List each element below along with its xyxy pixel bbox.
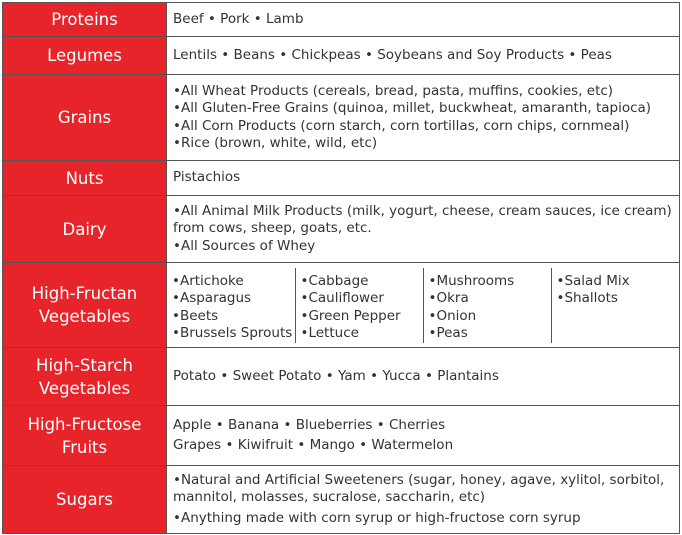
row-high-fructan-vegetables — [3, 263, 680, 348]
items-nuts: Pistachios — [167, 161, 680, 196]
list-item: •Shallots — [556, 290, 618, 306]
row-grains — [3, 75, 680, 161]
list-item: •Peas — [428, 325, 468, 341]
list-item: •All Gluten-Free Grains (quinoa, millet, buckwheat, amaranth, tapioca) — [173, 100, 652, 116]
category-proteins: Proteins — [3, 3, 167, 37]
list-item: •Salad Mix — [556, 272, 630, 289]
category-high-fructan-vegetables — [3, 263, 167, 348]
food-table-container — [2, 2, 680, 534]
list-item: •Asparagus — [172, 290, 252, 306]
category-label-line: High-Fructan — [31, 284, 138, 303]
items-sugars — [167, 466, 680, 534]
list-item: •Okra — [428, 290, 469, 306]
category-grains: Grains — [3, 75, 167, 161]
row-high-starch-vegetables — [3, 348, 680, 406]
category-label-line: Fruits — [61, 437, 108, 457]
row-high-fructose-fruits — [3, 406, 680, 466]
vegetable-columns — [167, 268, 679, 343]
list-item: •All Wheat Products (cereals, bread, pasta, muffins, cookies, etc) — [173, 82, 614, 99]
list-item: •Beets — [172, 307, 219, 324]
row-legumes — [3, 37, 680, 75]
row-sugars — [3, 466, 680, 534]
list-item: •Onion — [428, 307, 477, 324]
list-item: mannitol, molasses, sucralose, saccharin, etc) — [173, 489, 486, 506]
items-legumes: Lentils • Beans • Chickpeas • Soybeans and Soy Products • Peas — [167, 37, 680, 75]
list-item: •Lettuce — [300, 325, 359, 341]
category-label-line: High-Starch — [36, 355, 133, 375]
category-label-line: Vegetables — [38, 307, 131, 326]
list-item: •All Animal Milk Products (milk, yogurt, cheese, cream sauces, ice cream) from cows, sheep, goats, etc. — [173, 202, 672, 237]
list-item: •Green Pepper — [300, 307, 401, 324]
list-item: •Mushrooms — [428, 272, 515, 289]
items-proteins: Beef • Pork • Lamb — [167, 3, 680, 37]
vegetable-column — [551, 268, 679, 343]
list-item: •Rice (brown, white, wild, etc) — [173, 135, 378, 151]
row-proteins — [3, 3, 680, 37]
list-item: •Cabbage — [300, 272, 369, 289]
category-high-fructose-fruits — [3, 406, 167, 466]
category-label-line: Vegetables — [38, 378, 131, 398]
list-item: Grapes • Kiwifruit • Mango • Watermelon — [173, 437, 454, 453]
food-category-table — [2, 2, 680, 534]
list-item: •Anything made with corn syrup or high-fructose corn syrup — [173, 509, 581, 526]
list-item: •All Sources of Whey — [173, 237, 316, 254]
vegetable-column — [423, 268, 551, 343]
vegetable-column — [167, 268, 295, 343]
category-nuts: Nuts — [3, 161, 167, 196]
vegetable-column — [295, 268, 423, 343]
list-item: •Brussels Sprouts — [172, 325, 293, 341]
category-legumes: Legumes — [3, 37, 167, 75]
category-dairy: Dairy — [3, 196, 167, 263]
items-high-starch-vegetables: Potato • Sweet Potato • Yam • Yucca • Plantains — [167, 348, 680, 406]
category-label-line: High-Fructose — [27, 414, 142, 434]
list-item: •Artichoke — [172, 272, 244, 289]
row-nuts — [3, 161, 680, 196]
category-sugars: Sugars — [3, 466, 167, 534]
items-high-fructan-vegetables — [167, 263, 680, 348]
list-item: Apple • Banana • Blueberries • Cherries — [173, 416, 446, 433]
items-grains — [167, 75, 680, 161]
list-item: •All Corn Products (corn starch, corn tortillas, corn chips, cornmeal) — [173, 117, 630, 134]
category-high-starch-vegetables — [3, 348, 167, 406]
list-item: •Cauliflower — [300, 290, 384, 306]
items-dairy — [167, 196, 680, 263]
row-dairy — [3, 196, 680, 263]
items-high-fructose-fruits — [167, 406, 680, 466]
list-item: •Natural and Artificial Sweeteners (sugar, honey, agave, xylitol, sorbitol, — [173, 471, 665, 488]
